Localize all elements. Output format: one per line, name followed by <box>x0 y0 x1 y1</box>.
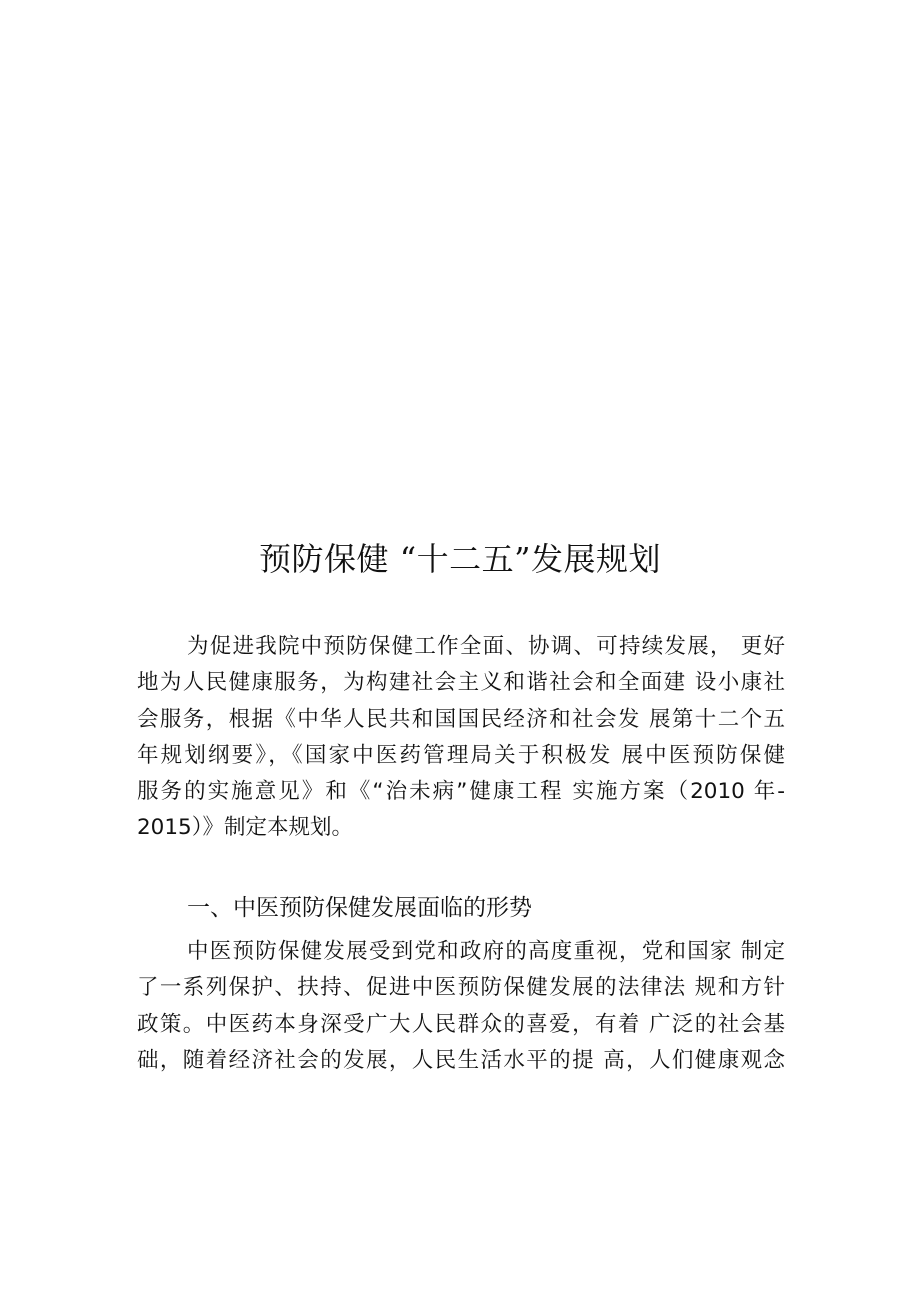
paragraph-line: 政策。中医药本身深受广大人民群众的喜爱，有着 广泛的社会基 <box>137 1011 785 1037</box>
section-heading: 一、中医预防保健发展面临的形势 <box>187 895 532 921</box>
paragraph-line: 为促进我院中预防保健工作全面、协调、可持续发展， 更好 <box>187 634 785 659</box>
paragraph-line: 服务的实施意见》和《“治未病”健康工程 实施方案（2010 年- <box>137 779 785 805</box>
section-heading-block <box>137 888 785 928</box>
paragraph-line: 了一系列保护、扶持、促进中医预防保健发展的法律法 规和方针 <box>137 975 785 1001</box>
paragraph-line: 地为人民健康服务，为构建社会主义和谐社会和全面建 设小康社 <box>137 670 785 696</box>
intro-paragraph <box>137 629 785 847</box>
paragraph-line: 会服务，根据《中华人民共和国国民经济和社会发 展第十二个五 <box>137 706 785 732</box>
paragraph-line: 2015）》制定本规划。 <box>137 815 353 841</box>
paragraph-line: 础，随着经济社会的发展，人民生活水平的提 高，人们健康观念 <box>137 1047 785 1073</box>
document-title: 预防保健 “十二五”发展规划 <box>259 540 661 578</box>
paragraph-line: 中医预防保健发展受到党和政府的高度重视，党和国家 制定 <box>187 939 785 964</box>
paragraph-line: 年规划纲要》，《国家中医药管理局关于积极发 展中医预防保健 <box>137 742 785 768</box>
section-paragraph <box>137 934 785 1079</box>
